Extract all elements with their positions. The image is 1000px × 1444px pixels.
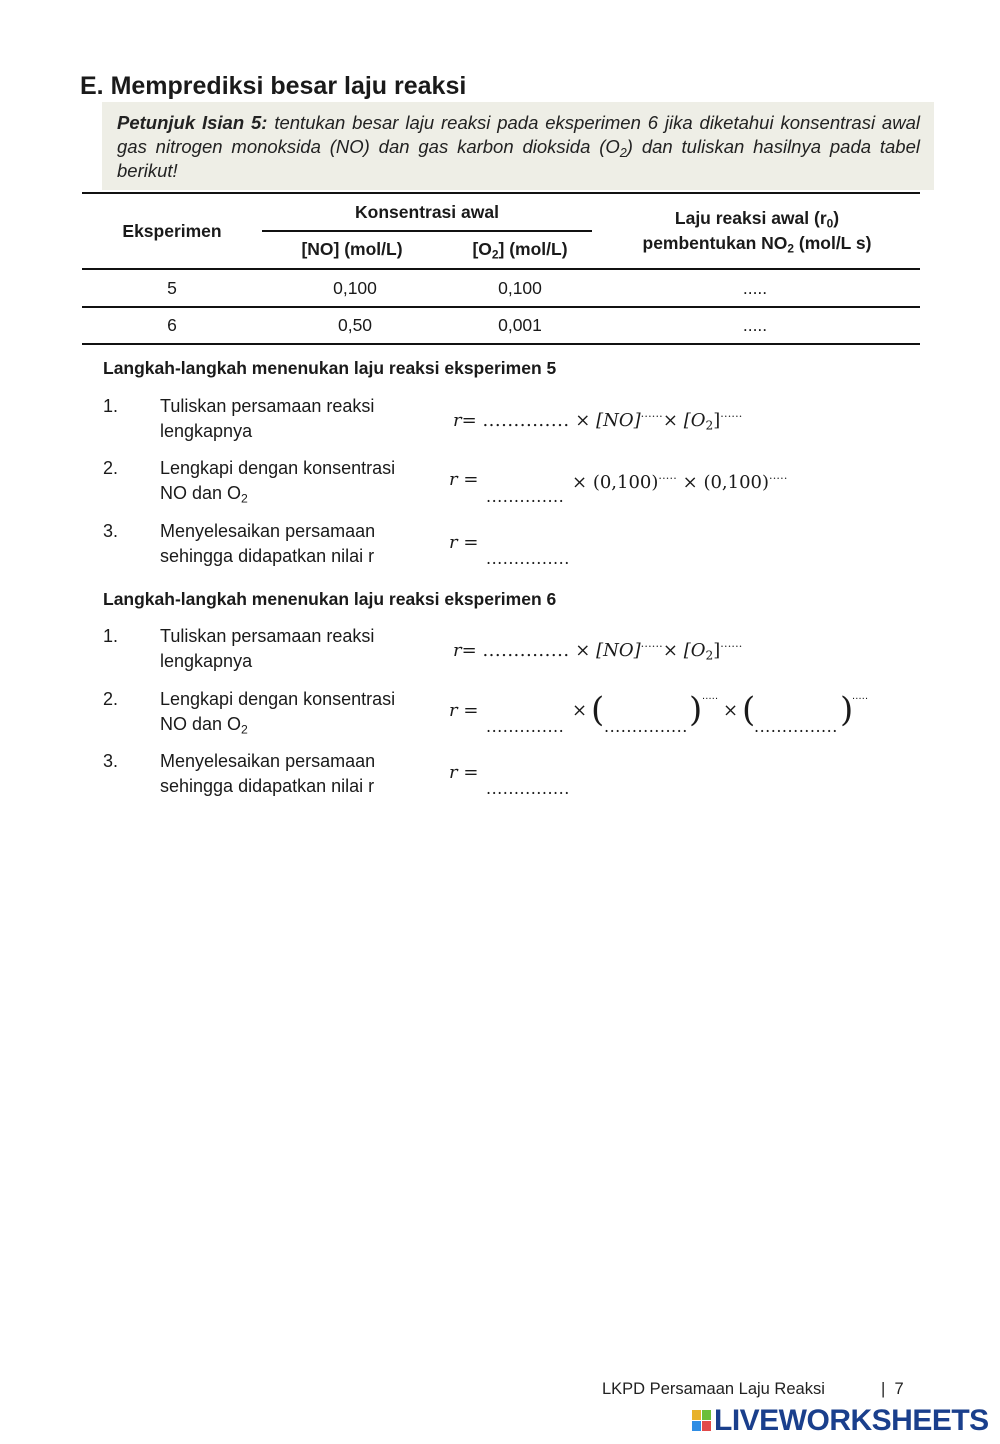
step5-2-equation[interactable]: r =	[449, 469, 479, 490]
step6-1-description: Tuliskan persamaan reaksi lengkapnya	[160, 626, 375, 671]
liveworksheets-badge-icon	[692, 1410, 712, 1432]
row-6-rate[interactable]: .....	[742, 315, 768, 335]
step5-1-equation[interactable]: r= .............. × $[NO]^{......}\times [O_2]^{......}$	[453, 407, 743, 433]
header-no: [NO] (mol/L)	[301, 239, 403, 259]
table-header-rule	[82, 268, 920, 270]
step6-2-description: Lengkapi dengan konsentrasi NO dan $O_2$	[160, 689, 396, 737]
step6-2-number: 2.	[103, 689, 119, 709]
step5-3-number: 3.	[103, 521, 119, 541]
step6-2-blank-2[interactable]: ...............	[604, 717, 688, 736]
row-6-no: 0,50	[337, 315, 373, 335]
row-5-no: 0,100	[333, 278, 377, 298]
row-5-o2: 0,100	[498, 278, 542, 298]
liveworksheets-logo-text: LIVEWORKSHEETS	[714, 1404, 989, 1437]
footer-title: LKPD Persamaan Laju Reaksi	[602, 1380, 825, 1398]
row-5-rate[interactable]: .....	[742, 278, 768, 298]
step6-2-times-1: ×	[572, 700, 588, 721]
step6-3-number: 3.	[103, 751, 119, 771]
step5-2-values: × (0,100)..... × (0,100).....	[572, 469, 788, 493]
table-row-rule	[82, 306, 920, 308]
header-rate-line1: Laju reaksi awal $(r_0)$	[674, 208, 840, 231]
section-title: E. Memprediksi besar laju reaksi	[80, 72, 467, 100]
header-o2: $[O_2]$ (mol/L)	[472, 239, 568, 262]
row-6-experiment: 6	[167, 315, 177, 335]
step5-3-description: Menyelesaikan persamaan sehingga didapatkan nilai r	[160, 521, 376, 566]
step5-2-number: 2.	[103, 458, 119, 478]
step5-1-number: 1.	[103, 396, 119, 416]
step6-2-close-paren-1: )	[689, 690, 703, 730]
step6-3-description: Menyelesaikan persamaan sehingga didapatkan nilai r	[160, 751, 376, 796]
step6-3-equation: r =	[449, 762, 479, 783]
step6-2-blank-3[interactable]: ...............	[754, 717, 838, 736]
step5-2-description: Lengkapi dengan konsentrasi NO dan $O_2$	[160, 458, 396, 506]
step6-2-times-2: ×	[723, 700, 739, 721]
instruction-text-1: tentukan besar laju reaksi pada eksperimen 6 jika diketahui konsentrasi awal gas nitrogen monoksida (NO) dan gas karbon dioksida (O	[117, 112, 920, 157]
instruction-text-2: ) dan tuliskan hasilnya pada tabel berikut!	[117, 136, 920, 181]
step6-2-exponent-2[interactable]: .....	[852, 690, 869, 702]
step5-1-description: Tuliskan persamaan reaksi lengkapnya	[160, 396, 375, 441]
steps-exp6-title: Langkah-langkah menenukan laju reaksi eksperimen 6	[103, 589, 557, 609]
table-top-rule	[82, 192, 920, 194]
step6-1-equation[interactable]: r= .............. × $[NO]^{......}\times [O_2]^{......}$	[453, 637, 743, 663]
step6-2-equation: r =	[449, 700, 479, 721]
instruction-box	[102, 102, 934, 190]
step5-2-blank[interactable]: ..............	[486, 487, 565, 506]
header-rate-line2: pembentukan $NO_2$ (mol/L s)	[642, 233, 872, 256]
header-concentration: Konsentrasi awal	[355, 202, 499, 222]
step6-3-blank[interactable]: ...............	[486, 779, 570, 798]
steps-exp5-title: Langkah-langkah menenukan laju reaksi eksperimen 5	[103, 358, 557, 378]
step6-2-blank-1[interactable]: ..............	[486, 717, 565, 736]
table-bottom-rule	[82, 343, 920, 345]
instruction-sub: 2	[619, 145, 627, 160]
step5-3-blank[interactable]: ...............	[486, 549, 570, 568]
liveworksheets-logo[interactable]	[692, 1404, 992, 1438]
step6-2-close-paren-2: )	[840, 690, 854, 730]
footer-page-number: | 7	[881, 1380, 904, 1398]
instruction-label: Petunjuk Isian 5:	[117, 112, 268, 133]
data-table	[82, 192, 920, 346]
step6-2-exponent-1[interactable]: .....	[702, 690, 719, 702]
row-6-o2: 0,001	[498, 315, 542, 335]
step5-3-equation: r =	[449, 532, 479, 553]
header-experiment: Eksperimen	[122, 221, 222, 241]
row-5-experiment: 5	[167, 278, 177, 298]
step6-2-open-paren-2: (	[742, 690, 756, 730]
table-group-rule	[262, 230, 592, 232]
step6-1-number: 1.	[103, 626, 119, 646]
step6-2-open-paren-1: (	[591, 690, 605, 730]
